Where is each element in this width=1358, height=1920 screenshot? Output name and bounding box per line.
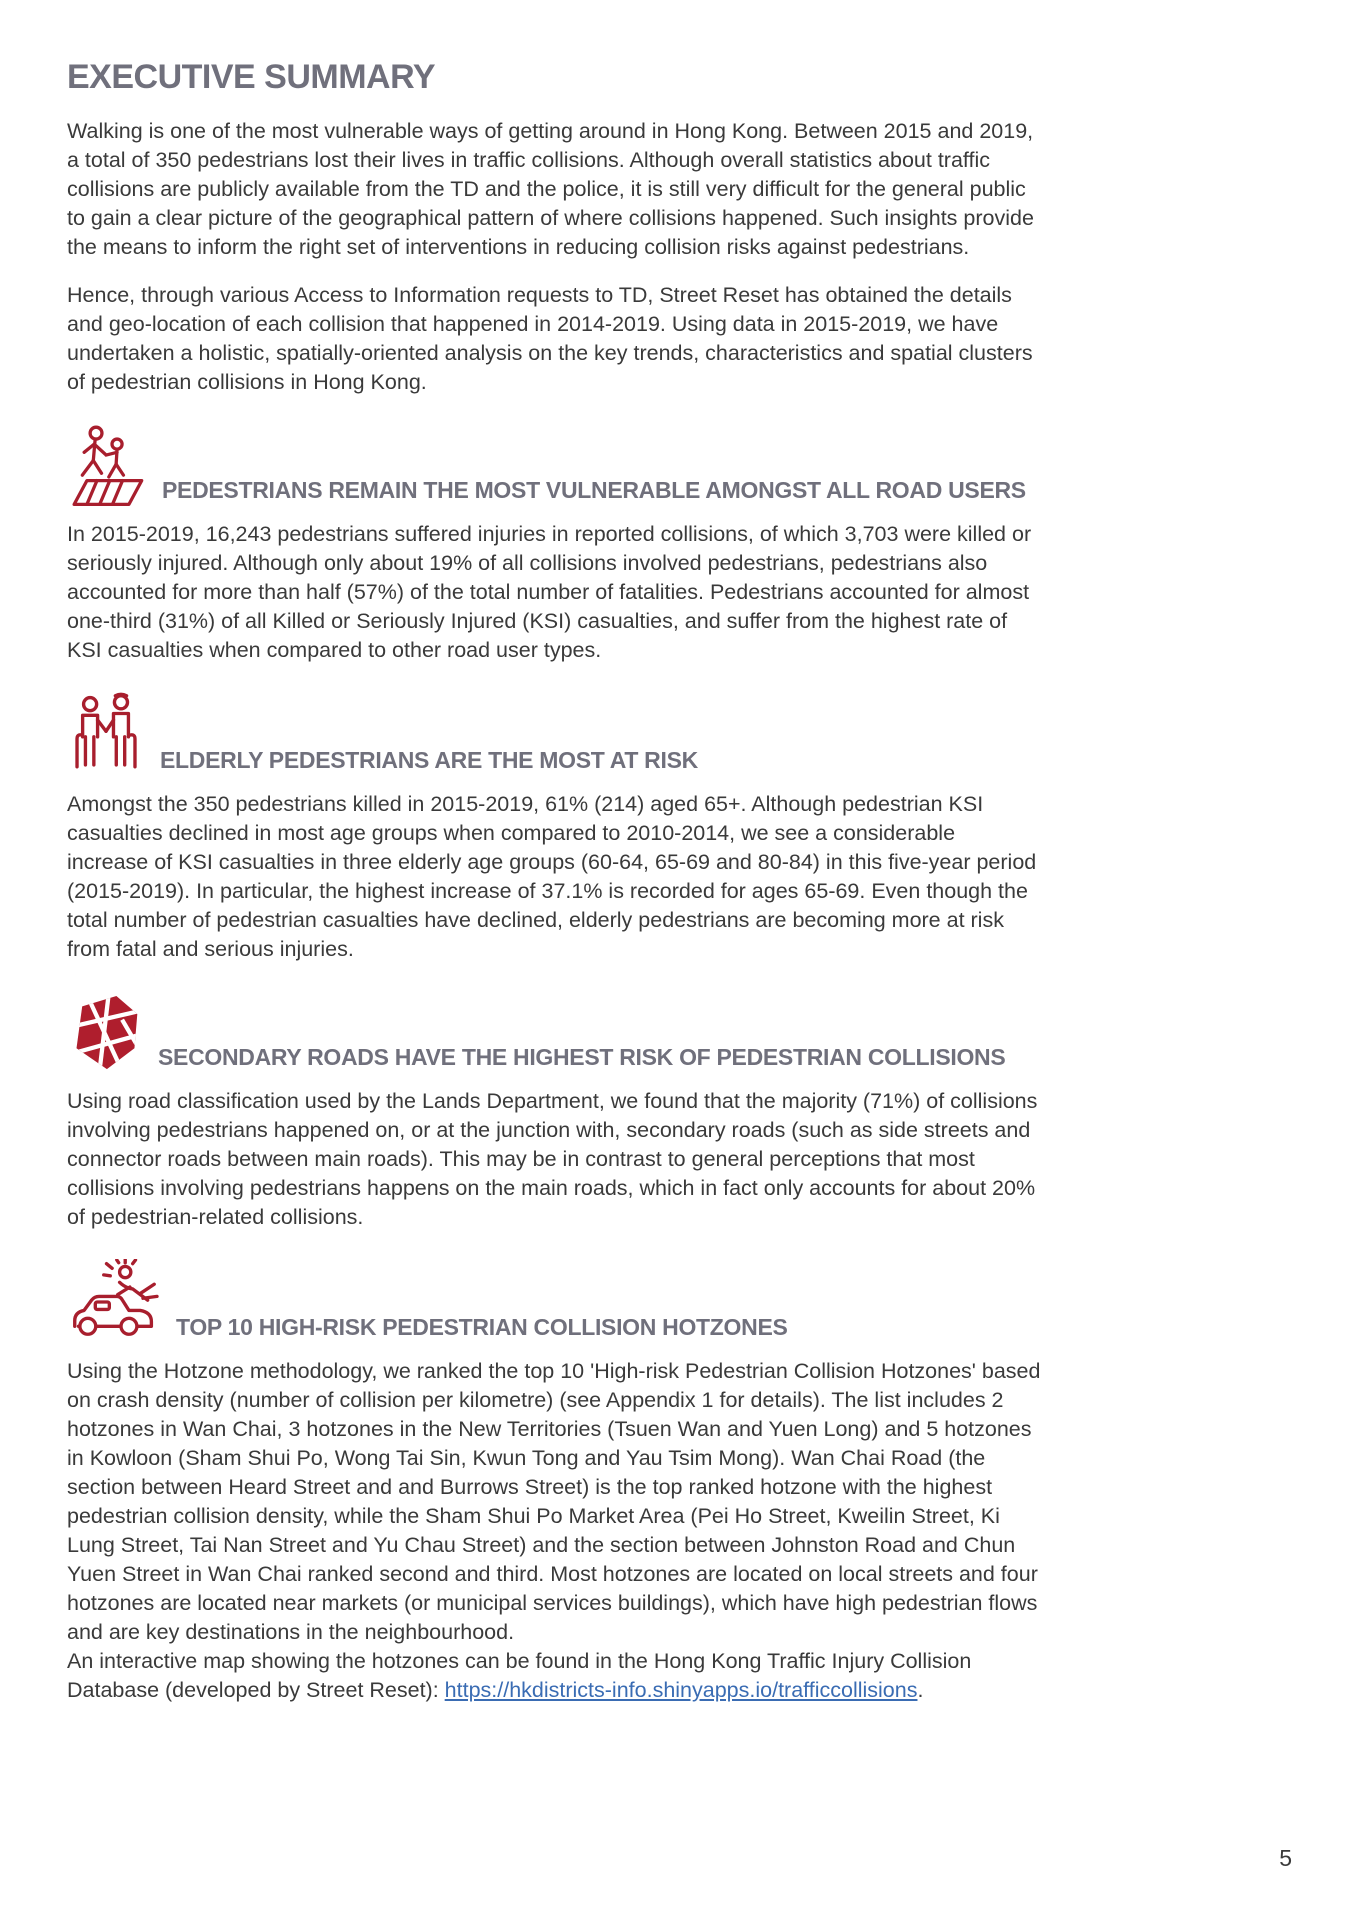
closing-period: . (917, 1678, 924, 1702)
section-body: In 2015-2019, 16,243 pedestrians suffered injuries in reported collisions, of which 3,703 were killed or seriously injured. Although only about 19% of all collisions involved pedestrians, pedestrians also accounted for more than half (57%) of the total number of fatalities. Pedestrians accounted for almost one-third (31%) of all Killed or Seriously Injured (KSI) casualties, and suffer from the highest rate of KSI casualties when compared to other road user types. (67, 522, 1032, 662)
section-top-hotzones (67, 1259, 1042, 1647)
elderly-pedestrians-icon (67, 692, 145, 778)
page-number: 5 (1279, 1845, 1292, 1871)
section-body: Using the Hotzone methodology, we ranked the top 10 'High-risk Pedestrian Collision Hotzones' based on crash density (number of collision per kilometre) (see Appendix 1 for details). The list includes 2 hotzones in Wan Chai, 3 hotzones in the New Territories (Tsuen Wan and Yuen Long) and 5 hotzones in Kowloon (Sham Shui Po, Wong Tai Sin, Kwun Tong and Yau Tsim Mong). Wan Chai Road (the section between Heard Street and and Burrows Street) is the top ranked hotzone with the highest pedestrian collision density, while the Sham Shui Po Market Area (Pei Ho Street, Kweilin Street, Ki Lung Street, Tai Nan Street and Yu Chau Street) and the section between Johnston Road and Chun Yuen Street in Wan Chai ranked second and third. Most hotzones are located on local streets and four hotzones are located near markets (or municipal services buildings), which have high pedestrian flows and are key destinations in the neighbourhood. (67, 1359, 1041, 1644)
intro-paragraph-2: Hence, through various Access to Information requests to TD, Street Reset has obtained the details and geo-location of each collision that happened in 2014-2019. Using data in 2015-2019, we have undertaken a holistic, spatially-oriented analysis on the key trends, characteristics and spatial clusters of pedestrian collisions in Hong Kong. (67, 283, 1033, 394)
closing-paragraph (67, 1647, 1042, 1705)
section-heading: ELDERLY PEDESTRIANS ARE THE MOST AT RISK (160, 747, 698, 773)
section-elderly-at-risk (67, 692, 1042, 964)
section-heading: TOP 10 HIGH-RISK PEDESTRIAN COLLISION HOTZONES (176, 1314, 788, 1340)
section-body: Amongst the 350 pedestrians killed in 2015-2019, 61% (214) aged 65+. Although pedestrian KSI casualties declined in most age groups when compared to 2010-2014, we see a considerable increase of KSI casualties in three elderly age groups (60-64, 65-69 and 80-84) in this five-year period (2015-2019). In particular, the highest increase of 37.1% is recorded for ages 65-69. Even though the total number of pedestrian casualties have declined, elderly pedestrians are becoming more at risk from fatal and serious injuries. (67, 792, 1037, 961)
traffic-collision-database-link[interactable]: https://hkdistricts-info.shinyapps.io/trafficcollisions (444, 1678, 918, 1702)
pedestrian-crossing-icon (67, 424, 147, 508)
car-collision-icon (67, 1259, 161, 1345)
section-pedestrians-vulnerable (67, 424, 1042, 665)
section-heading: PEDESTRIANS REMAIN THE MOST VULNERABLE AMONGST ALL ROAD USERS (162, 477, 1026, 503)
page-title: EXECUTIVE SUMMARY (67, 58, 436, 96)
section-body: Using road classification used by the Lands Department, we found that the majority (71%) of collisions involving pedestrians happened on, or at the junction with, secondary roads (such as side streets and connector roads between main roads). This may be in contrast to general perceptions that most collisions involving pedestrians happens on the main roads, which in fact only accounts for about 20% of pedestrian-related collisions. (67, 1089, 1038, 1229)
section-secondary-roads (67, 991, 1042, 1232)
road-map-icon (67, 991, 143, 1075)
section-heading: SECONDARY ROADS HAVE THE HIGHEST RISK OF PEDESTRIAN COLLISIONS (158, 1044, 1006, 1070)
intro-paragraph-1: Walking is one of the most vulnerable ways of getting around in Hong Kong. Between 2015 and 2019, a total of 350 pedestrians lost their lives in traffic collisions. Although overall statistics about traffic collisions are publicly available from the TD and the police, it is still very difficult for the general public to gain a clear picture of the geographical pattern of where collisions happened. Such insights provide the means to inform the right set of interventions in reducing collision risks against pedestrians. (67, 119, 1034, 259)
closing-text: An interactive map showing the hotzones can be found in the Hong Kong Traffic Injury Collision Database (developed by Street Reset): (67, 1649, 972, 1702)
